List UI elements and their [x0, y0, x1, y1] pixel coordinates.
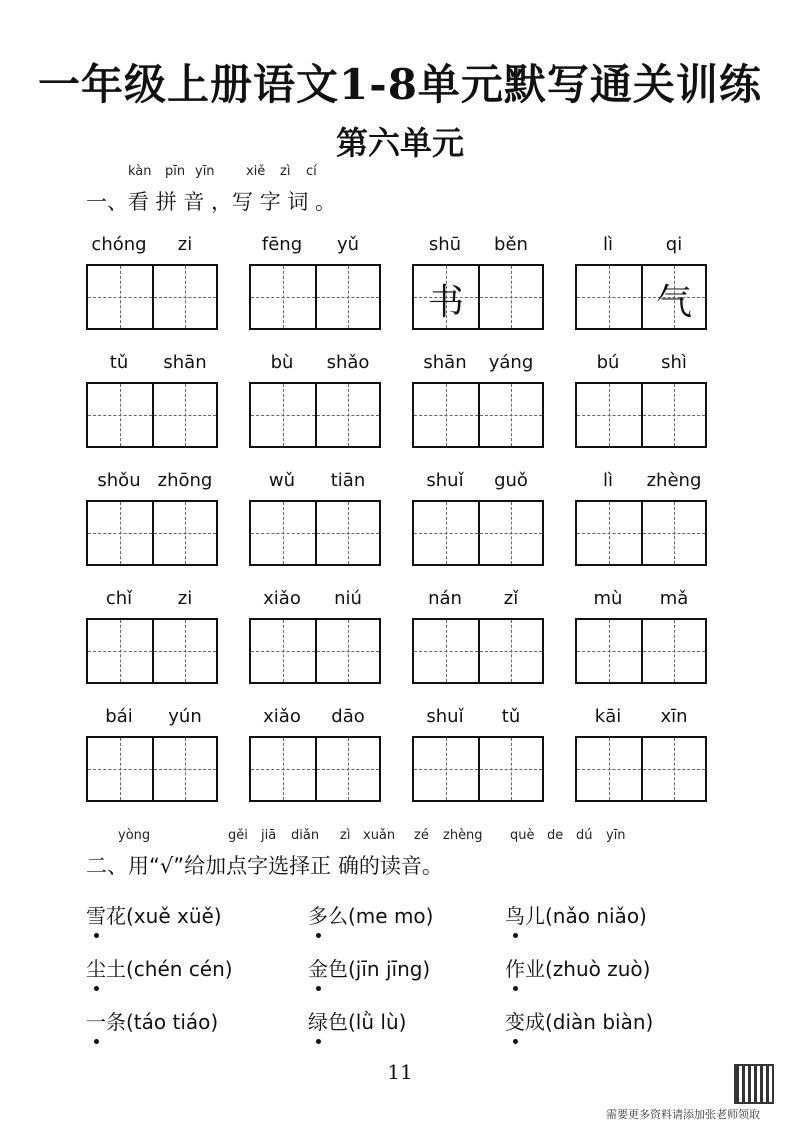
- writing-cell[interactable]: [577, 502, 641, 564]
- written-character: 气: [655, 282, 692, 323]
- writing-cell[interactable]: [414, 620, 478, 682]
- pinyin-label: bú: [596, 352, 620, 373]
- pinyin-label: wǔ: [268, 470, 296, 491]
- reading-choice-item[interactable]: [86, 1006, 218, 1035]
- pinyin-label: yǔ: [336, 234, 360, 255]
- footer-note: 需要更多资料请添加张老师领取: [606, 1108, 760, 1121]
- dotted-character: 绿: [308, 1006, 328, 1035]
- reading-choice-item[interactable]: [505, 953, 650, 982]
- writing-cell[interactable]: [577, 738, 641, 800]
- writing-box-pair: [412, 500, 544, 566]
- qr-code-icon: [734, 1064, 774, 1104]
- writing-cell[interactable]: [641, 266, 705, 328]
- section2-heading: 二、用“√”给加点字选择正 确的读音。: [86, 854, 443, 878]
- word-character: 儿: [525, 904, 545, 928]
- writing-cell[interactable]: [641, 502, 705, 564]
- word-character: 花: [106, 904, 126, 928]
- pinyin-options[interactable]: (me mo): [348, 904, 434, 928]
- section2-pinyin-6: zé: [414, 828, 429, 843]
- dotted-character: 多: [308, 900, 328, 929]
- writing-cell[interactable]: [414, 738, 478, 800]
- pinyin-label: shuǐ: [426, 470, 464, 491]
- writing-cell[interactable]: [251, 738, 315, 800]
- word-character: 土: [106, 957, 126, 981]
- dotted-character: 尘: [86, 953, 106, 982]
- section2-pinyin-7: zhèng: [443, 828, 483, 843]
- pinyin-label: qi: [665, 234, 683, 255]
- section1-pinyin-3: xiě: [246, 164, 266, 179]
- writing-box-pair: [575, 736, 707, 802]
- dotted-character: 一: [86, 1006, 106, 1035]
- writing-box-pair: [575, 618, 707, 684]
- pinyin-label: chóng: [91, 234, 147, 255]
- pinyin-label: tǔ: [109, 352, 129, 373]
- section2-pinyin-3: diǎn: [291, 828, 320, 843]
- unit-title: 第六单元: [335, 124, 464, 162]
- pinyin-label: mù: [593, 588, 623, 609]
- pinyin-label: xīn: [660, 706, 688, 727]
- writing-box-pair: [86, 382, 218, 448]
- word-character: 么: [328, 904, 348, 928]
- writing-cell[interactable]: [315, 738, 379, 800]
- pinyin-label: shuǐ: [426, 706, 464, 727]
- writing-cell[interactable]: [577, 266, 641, 328]
- pinyin-options[interactable]: (diàn biàn): [545, 1010, 654, 1034]
- page-title: 一年级上册语文1-8单元默写通关训练: [38, 60, 762, 109]
- page-number: 11: [387, 1060, 413, 1084]
- pinyin-label: zǐ: [503, 588, 519, 609]
- writing-cell[interactable]: [88, 384, 152, 446]
- writing-cell[interactable]: [478, 502, 542, 564]
- writing-cell[interactable]: [577, 620, 641, 682]
- writing-box-pair: [575, 500, 707, 566]
- pinyin-label: zi: [177, 234, 193, 255]
- writing-cell[interactable]: [641, 384, 705, 446]
- pinyin-label: lì: [602, 234, 613, 255]
- pinyin-label: lì: [602, 470, 613, 491]
- pinyin-label: mǎ: [659, 588, 689, 609]
- reading-choice-item[interactable]: [505, 900, 647, 929]
- dotted-character: 作: [505, 953, 525, 982]
- reading-choice-item[interactable]: [308, 900, 433, 929]
- writing-cell[interactable]: [641, 738, 705, 800]
- dotted-character: 雪: [86, 900, 106, 929]
- writing-cell[interactable]: [251, 384, 315, 446]
- writing-cell[interactable]: [152, 620, 216, 682]
- section2-pinyin-2: jiā: [261, 828, 277, 843]
- word-character: 条: [106, 1010, 126, 1034]
- writing-box-pair: [249, 264, 381, 330]
- pinyin-label: zhōng: [157, 470, 213, 491]
- section2-pinyin-10: dú: [576, 828, 593, 843]
- pinyin-label: zi: [177, 588, 193, 609]
- writing-cell[interactable]: [577, 384, 641, 446]
- section1-pinyin-4: zì: [280, 164, 291, 179]
- section2-pinyin-8: què: [510, 828, 535, 843]
- pinyin-label: guǒ: [494, 470, 528, 491]
- writing-cell[interactable]: [315, 620, 379, 682]
- writing-cell[interactable]: [152, 502, 216, 564]
- section1-pinyin-2: yīn: [195, 164, 215, 179]
- word-character: 色: [328, 1010, 348, 1034]
- dotted-character: 金: [308, 953, 328, 982]
- writing-cell[interactable]: [315, 266, 379, 328]
- pinyin-label: yún: [168, 706, 202, 727]
- pinyin-label: shì: [661, 352, 687, 373]
- writing-cell[interactable]: [88, 266, 152, 328]
- section2-pinyin-5: xuǎn: [363, 828, 396, 843]
- pinyin-label: shān: [163, 352, 207, 373]
- reading-choice-item[interactable]: [505, 1006, 653, 1035]
- writing-cell[interactable]: [641, 620, 705, 682]
- writing-box-pair: [249, 382, 381, 448]
- pinyin-label: kāi: [594, 706, 622, 727]
- pinyin-options[interactable]: (xuě xüě): [126, 904, 222, 928]
- writing-cell[interactable]: [414, 502, 478, 564]
- writing-cell[interactable]: [478, 620, 542, 682]
- writing-box-pair: [86, 500, 218, 566]
- writing-cell[interactable]: [88, 502, 152, 564]
- pinyin-label: yáng: [488, 352, 534, 373]
- writing-box-pair: [575, 382, 707, 448]
- written-character: 书: [427, 282, 464, 323]
- writing-cell[interactable]: [315, 502, 379, 564]
- writing-box-pair: [86, 618, 218, 684]
- word-character: 色: [328, 957, 348, 981]
- writing-box-pair: [412, 736, 544, 802]
- reading-choice-item[interactable]: [308, 1006, 406, 1035]
- pinyin-label: shǒu: [97, 470, 141, 491]
- writing-box-pair: [86, 736, 218, 802]
- pinyin-label: niú: [334, 588, 362, 609]
- pinyin-label: bù: [270, 352, 294, 373]
- writing-box-pair: [249, 736, 381, 802]
- writing-cell[interactable]: [414, 266, 478, 328]
- writing-cell[interactable]: [88, 738, 152, 800]
- section1-pinyin-5: cí: [306, 164, 317, 179]
- pinyin-label: bái: [105, 706, 133, 727]
- writing-box-pair: [249, 618, 381, 684]
- writing-box-pair: [249, 500, 381, 566]
- writing-box-pair: [412, 264, 544, 330]
- pinyin-label: tǔ: [501, 706, 521, 727]
- writing-box-pair: [412, 382, 544, 448]
- pinyin-options[interactable]: (nǎo niǎo): [545, 904, 647, 928]
- pinyin-options[interactable]: (jīn jīng): [348, 957, 431, 981]
- pinyin-options[interactable]: (táo tiáo): [126, 1010, 219, 1034]
- pinyin-label: nán: [428, 588, 462, 609]
- pinyin-label: xiǎo: [263, 706, 301, 727]
- pinyin-label: dāo: [331, 706, 365, 727]
- writing-cell[interactable]: [152, 738, 216, 800]
- pinyin-options[interactable]: (lǜ lù): [348, 1010, 407, 1034]
- pinyin-label: shān: [423, 352, 467, 373]
- writing-cell[interactable]: [478, 384, 542, 446]
- pinyin-label: shū: [428, 234, 462, 255]
- section1-heading: 一、看 拼 音 ，写 字 词 。: [86, 190, 337, 214]
- pinyin-label: xiǎo: [263, 588, 301, 609]
- reading-choice-item[interactable]: [86, 953, 233, 982]
- section2-pinyin-9: de: [547, 828, 564, 843]
- pinyin-label: zhèng: [646, 470, 702, 491]
- writing-cell[interactable]: [152, 266, 216, 328]
- pinyin-options[interactable]: (zhuò zuò): [545, 957, 651, 981]
- writing-cell[interactable]: [251, 266, 315, 328]
- pinyin-label: tiān: [330, 470, 366, 491]
- writing-box-pair: [412, 618, 544, 684]
- section2-pinyin-4: zì: [340, 828, 351, 843]
- writing-cell[interactable]: [152, 384, 216, 446]
- pinyin-label: shǎo: [326, 352, 370, 373]
- pinyin-options[interactable]: (chén cén): [126, 957, 233, 981]
- reading-choice-item[interactable]: [308, 953, 430, 982]
- section2-pinyin-0: yòng: [118, 828, 151, 843]
- word-character: 业: [525, 957, 545, 981]
- writing-cell[interactable]: [414, 384, 478, 446]
- writing-cell[interactable]: [88, 620, 152, 682]
- writing-cell[interactable]: [478, 738, 542, 800]
- dotted-character: 鸟: [505, 900, 525, 929]
- section1-pinyin-0: kàn: [128, 164, 152, 179]
- writing-cell[interactable]: [251, 502, 315, 564]
- reading-choice-item[interactable]: [86, 900, 222, 929]
- dotted-character: 变: [505, 1006, 525, 1035]
- writing-box-pair: [86, 264, 218, 330]
- writing-cell[interactable]: [251, 620, 315, 682]
- writing-cell[interactable]: [315, 384, 379, 446]
- pinyin-label: fēng: [261, 234, 303, 255]
- pinyin-label: chǐ: [105, 588, 133, 609]
- section2-pinyin-11: yīn: [606, 828, 626, 843]
- section1-pinyin-1: pīn: [165, 164, 186, 179]
- writing-cell[interactable]: [478, 266, 542, 328]
- word-character: 成: [525, 1010, 545, 1034]
- section2-pinyin-1: gěi: [228, 828, 248, 843]
- pinyin-label: běn: [494, 234, 528, 255]
- writing-box-pair: [575, 264, 707, 330]
